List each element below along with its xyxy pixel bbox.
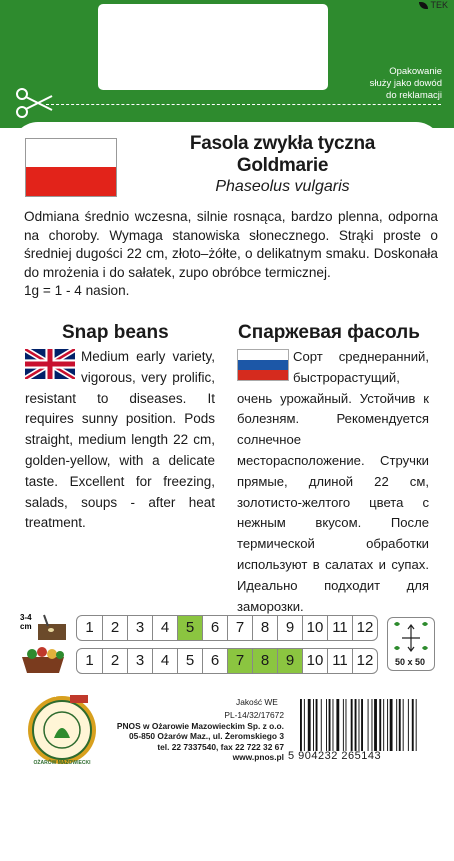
description-en-text: Medium early variety, vigorous, very prolific, resistant to diseases. It requires sunny position. Pods straight, medium length 22 cm, golden-yellow, with a delicate taste. Excellent for freezing, salads, soups - after heat treatment. xyxy=(25,349,215,531)
sowing-month-cell: 11 xyxy=(327,616,352,640)
leaf-icon xyxy=(419,2,428,9)
barcode-bar xyxy=(300,699,302,751)
harvest-months xyxy=(76,648,378,674)
harvest-month-cell: 3 xyxy=(127,649,152,673)
barcode-bar xyxy=(308,699,311,751)
brand-mark-text: TEK xyxy=(430,0,448,10)
harvest-month-cell: 5 xyxy=(177,649,202,673)
barcode-bar xyxy=(403,699,404,751)
harvest-month-cell: 8 xyxy=(252,649,277,673)
description-ru-text: Сорт среднеранний, быстрорастущий, очень урожайный. Устойчив к болезням. Рекомендуется солнечное месторасположение. Стручки прямые, длиной 22 см, золотисто-желтого цвета с нежным вкусом. После термической обработки используют в салатах и супах. Идеально подходит для заморозки. xyxy=(237,349,429,614)
barcode-bar xyxy=(383,699,384,751)
harvest-month-cell: 1 xyxy=(85,652,94,669)
harvest-month-cell: 2 xyxy=(102,649,127,673)
poland-flag-icon xyxy=(25,138,117,197)
harvest-basket-icon xyxy=(18,645,68,675)
sowing-month-cell: 1 xyxy=(85,619,94,636)
barcode-bar xyxy=(355,699,357,751)
harvest-month-cell: 7 xyxy=(227,649,252,673)
quality-mark: Jakość WE xyxy=(236,697,278,707)
barcode-bar xyxy=(329,699,331,751)
product-name-line2: Goldmarie xyxy=(236,155,329,176)
company-website: www.pnos.pl xyxy=(232,752,284,763)
barcode-bar xyxy=(399,699,401,751)
sowing-months xyxy=(76,615,378,641)
barcode-bar xyxy=(316,699,318,751)
seal-text: OŻARÓW MAZOWIECKI xyxy=(33,760,91,766)
barcode-bar xyxy=(374,699,377,751)
tear-off-label xyxy=(98,4,328,90)
receipt-note-line: do reklamacji xyxy=(386,90,442,101)
harvest-month-cell: 12 xyxy=(352,649,377,673)
harvest-month-cell: 4 xyxy=(152,649,177,673)
harvest-month-cell: 9 xyxy=(277,649,302,673)
harvest-month-cell: 10 xyxy=(302,649,327,673)
registration-number: PL-14/32/17672 xyxy=(224,710,284,720)
barcode-bar xyxy=(359,699,360,751)
harvest-month-cell: 6 xyxy=(202,649,227,673)
barcode-bar xyxy=(336,699,339,751)
barcode-bar xyxy=(343,699,344,751)
scissors-icon xyxy=(14,86,54,120)
company-address: 05-850 Ożarów Maz., ul. Żeromskiego 3 xyxy=(129,731,284,742)
description-pl-text: Odmiana średnio wczesna, silnie rosnąca, bardzo plenna, odporna na choroby. Wymaga stanowiska słonecznego. Strąki proste o średniej dugości 22 cm, złoto–żółte, o delikatnym smaku. Doskonała do mrożenia i do sałatek, zupo obróbce termicznej. xyxy=(24,209,438,280)
barcode-digits: 5 904232 265143 xyxy=(288,750,382,762)
sowing-month-cell: 2 xyxy=(102,616,127,640)
company-info xyxy=(110,710,284,763)
receipt-note-line: służy jako dowód xyxy=(369,78,442,89)
sowing-month-cell: 4 xyxy=(152,616,177,640)
company-name: PNOS w Ożarowie Mazowieckim Sp. z o.o. xyxy=(116,720,284,731)
sowing-month-cell: 8 xyxy=(252,616,277,640)
description-pl xyxy=(24,208,438,301)
sowing-month-cell: 10 xyxy=(302,616,327,640)
sowing-month-cell: 5 xyxy=(177,616,202,640)
sowing-row xyxy=(18,612,378,642)
description-en xyxy=(25,347,215,534)
harvest-month-cell: 11 xyxy=(327,649,352,673)
receipt-note xyxy=(332,66,442,102)
barcode-bar xyxy=(379,699,381,751)
barcode-bar xyxy=(387,699,388,751)
company-phone: tel. 22 7337540, fax 22 722 32 67 xyxy=(157,741,284,752)
barcode-bar xyxy=(313,699,314,751)
sowing-month-cell: 6 xyxy=(202,616,227,640)
pnos-seal-logo xyxy=(26,694,98,766)
receipt-note-line: Opakowanie xyxy=(389,66,442,77)
barcode-bar xyxy=(368,699,369,751)
seed-count: 1g = 1 - 4 nasion. xyxy=(24,283,130,299)
barcode-bar xyxy=(346,699,347,751)
sowing-month-cell: 7 xyxy=(227,616,252,640)
barcode-bar xyxy=(351,699,353,751)
barcode-bar xyxy=(390,699,393,751)
barcode-bar xyxy=(412,699,414,751)
barcode-bar xyxy=(372,699,373,751)
barcode-bar xyxy=(416,699,417,751)
english-title: Snap beans xyxy=(62,322,169,343)
seal-tag: NEW xyxy=(45,693,57,699)
sowing-month-cell: 9 xyxy=(277,616,302,640)
russian-title: Спаржевая фасоль xyxy=(238,322,420,343)
product-name-line1: Fasola zwykła tyczna xyxy=(189,133,376,154)
sowing-depth-label: 3-4 cm xyxy=(20,613,32,631)
harvest-row xyxy=(18,645,378,675)
plant-spacing-label: 50 x 50 xyxy=(394,657,426,667)
barcode-bar xyxy=(326,699,327,751)
barcode-bar xyxy=(333,699,334,751)
sowing-month-cell: 12 xyxy=(352,616,377,640)
barcode-bar xyxy=(304,699,305,751)
brand-mark xyxy=(419,0,448,10)
product-title xyxy=(125,133,440,197)
barcode-bar xyxy=(396,699,397,751)
plant-spacing-icon xyxy=(388,618,434,658)
latin-name: Phaseolus vulgaris xyxy=(215,178,350,195)
barcode-bar xyxy=(361,699,363,751)
barcode-bar xyxy=(321,699,322,751)
cut-line xyxy=(46,104,441,105)
sowing-month-cell: 3 xyxy=(127,616,152,640)
description-ru xyxy=(237,347,429,617)
barcode-bar xyxy=(408,699,409,751)
